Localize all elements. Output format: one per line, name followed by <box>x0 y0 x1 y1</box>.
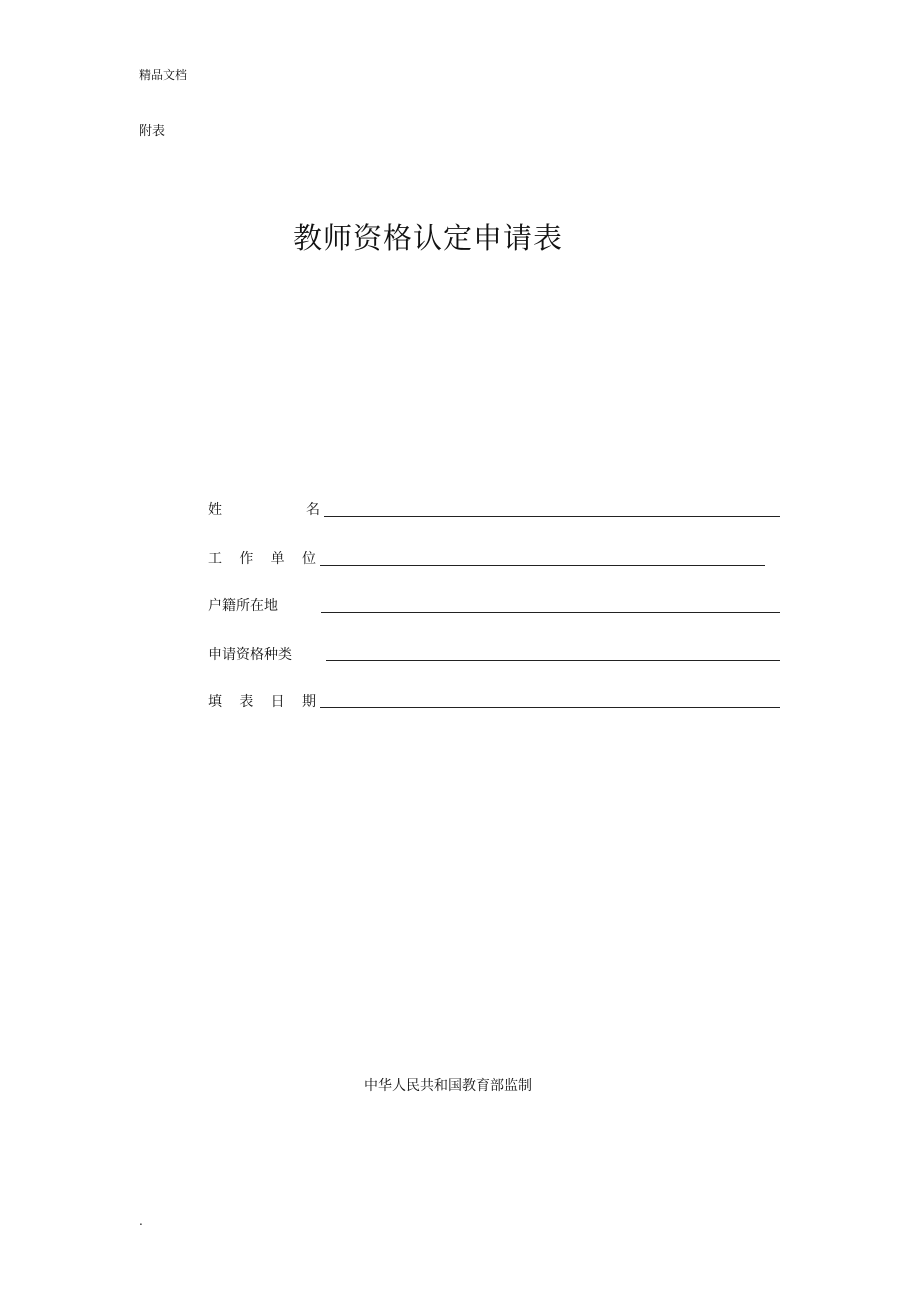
qualification-type-field-label: 申请资格种类 <box>208 647 292 663</box>
household-registration-field-label: 户籍所在地 <box>208 598 278 614</box>
fill-date-input-line[interactable] <box>320 707 780 708</box>
fill-date-label-char: 期 <box>301 694 316 710</box>
fill-date-label-char: 填 <box>208 694 222 710</box>
work-unit-input-line[interactable] <box>320 565 765 566</box>
header-note: 精品文档 <box>139 68 188 82</box>
issuer-text: 中华人民共和国教育部监制 <box>364 1078 532 1094</box>
appendix-label: 附表 <box>139 124 166 139</box>
qualification-type-input-line[interactable] <box>326 660 780 661</box>
fill-date-label-char: 表 <box>239 694 254 710</box>
work-unit-label-char: 工 <box>208 551 222 567</box>
name-input-line[interactable] <box>324 516 780 517</box>
name-label-char: 姓 <box>208 502 222 518</box>
footer-dot: . <box>139 1214 143 1228</box>
name-label-char: 名 <box>306 502 320 518</box>
work-unit-label-char: 位 <box>301 551 316 567</box>
work-unit-label-char: 单 <box>270 551 285 567</box>
fill-date-label-char: 日 <box>270 694 285 710</box>
work-unit-field-label <box>208 548 316 568</box>
name-field-label <box>208 499 320 519</box>
fill-date-field-label <box>208 691 316 711</box>
form-title: 教师资格认定申请表 <box>293 221 564 255</box>
work-unit-label-char: 作 <box>239 551 254 567</box>
household-registration-input-line[interactable] <box>321 612 780 613</box>
